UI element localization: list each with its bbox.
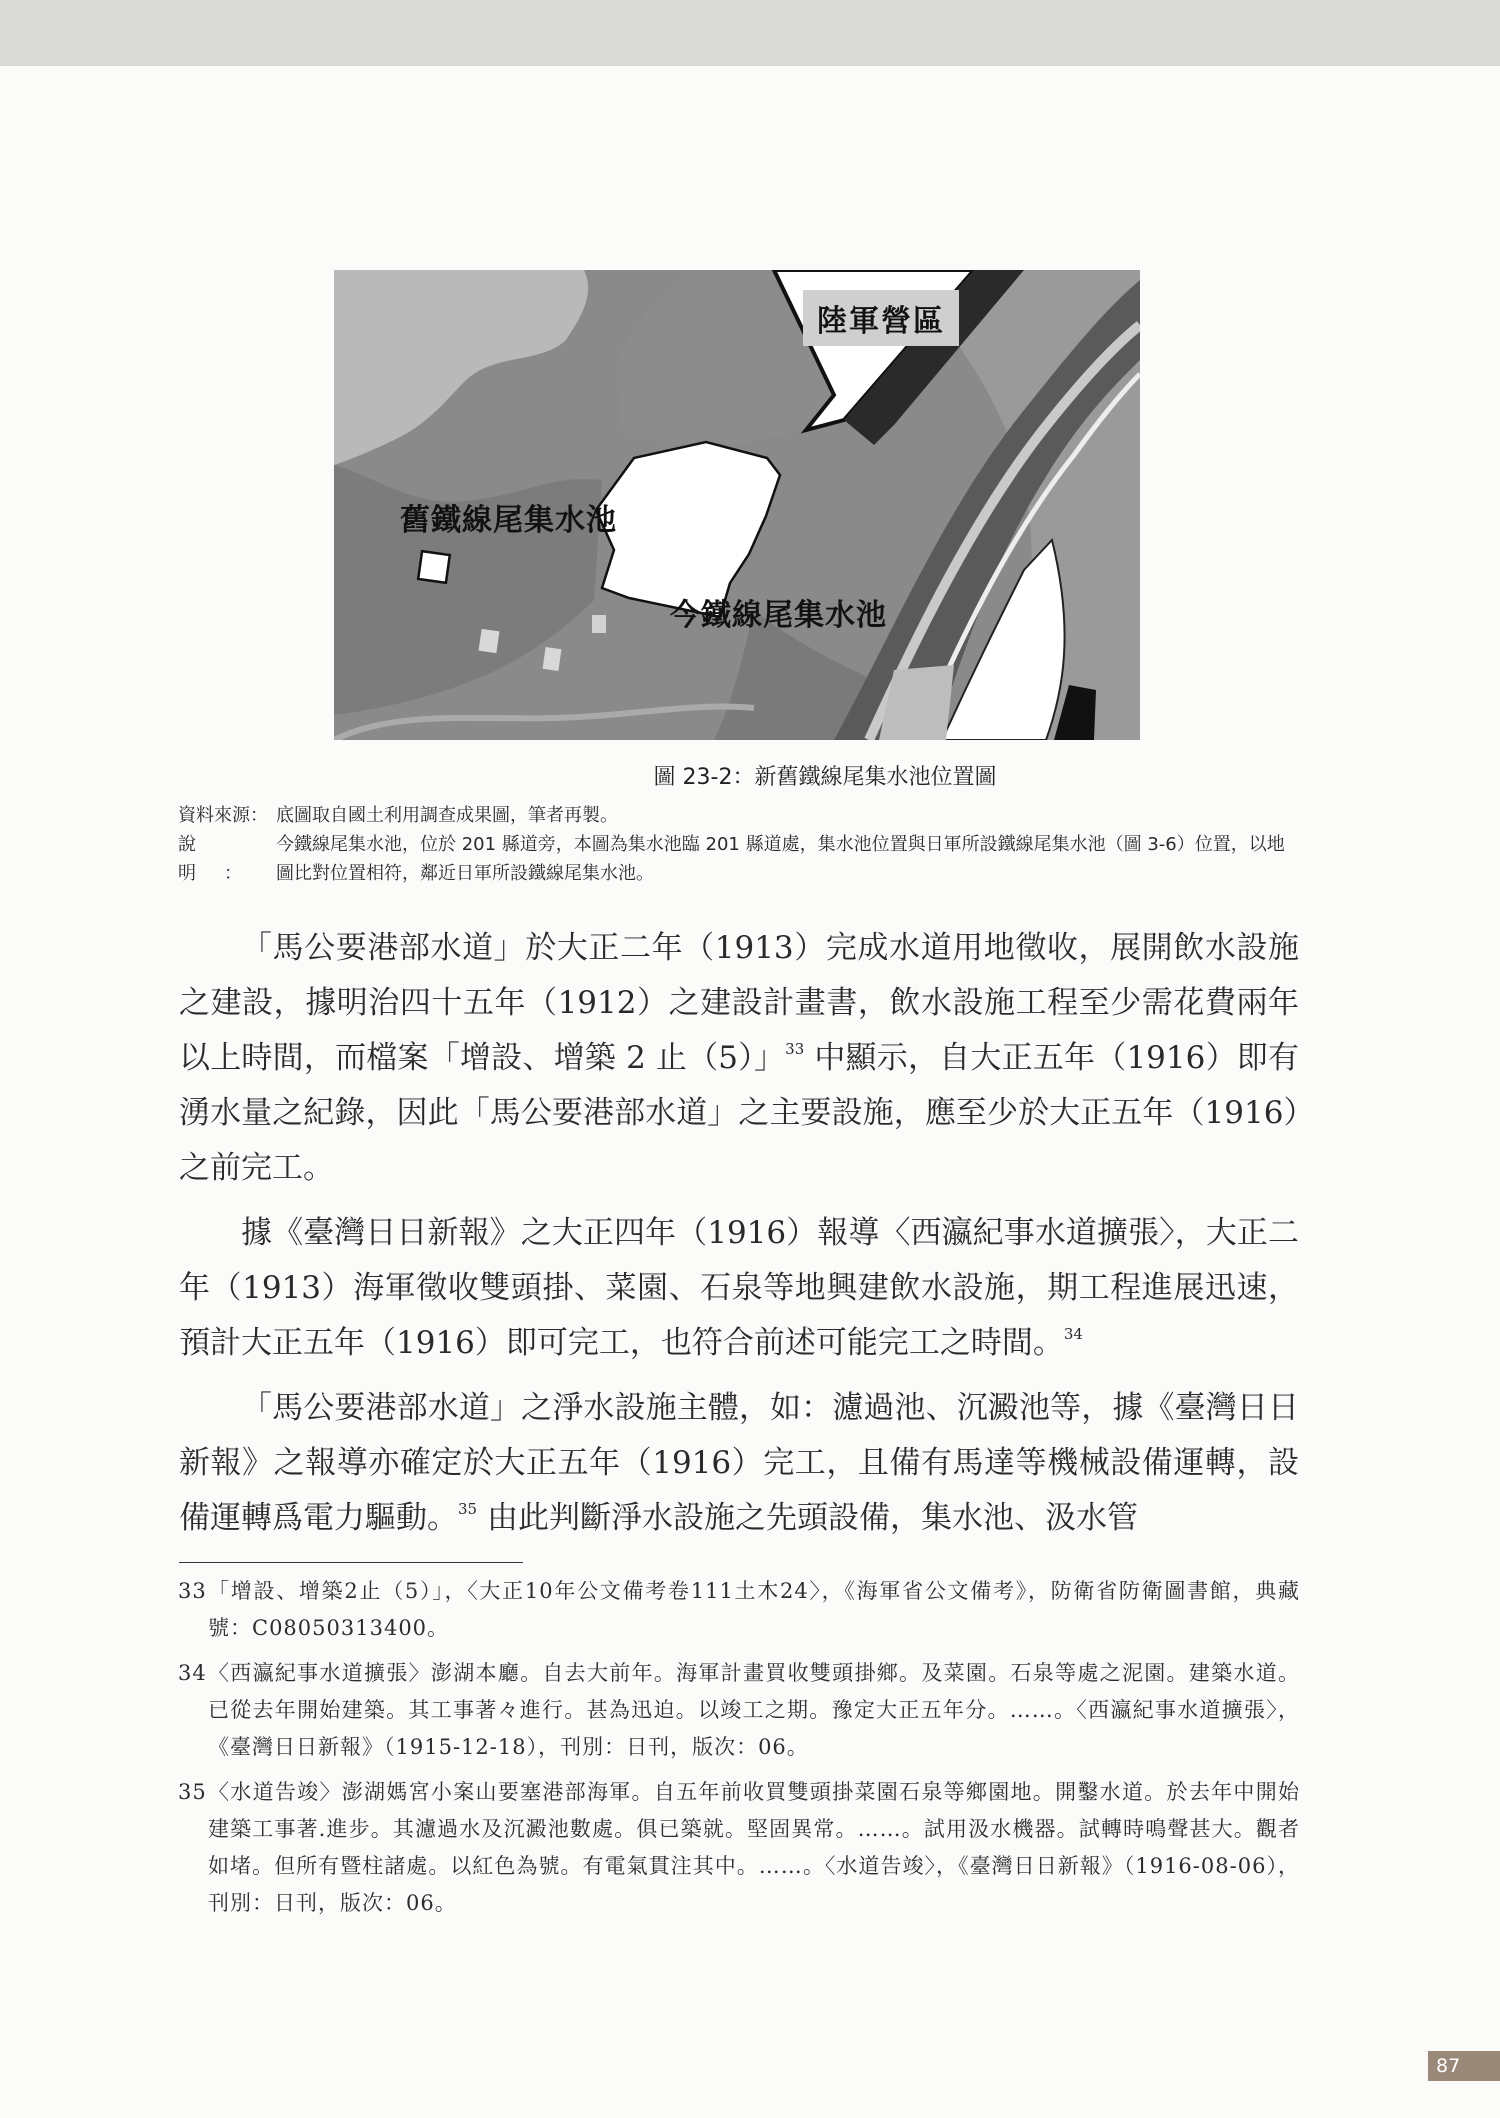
scan-top-band bbox=[0, 0, 1500, 66]
paragraph-1 bbox=[179, 921, 1299, 1196]
paragraph-1-part-a: 「馬公要港部水道」於大正二年（1913）完成水道用地徵收，展開飲水設施之建設，據明治四十五年（1912）之建設計畫書，飲水設施工程至少需花費兩年以上時間，而檔案「增設、增築 2 止（5）」 bbox=[179, 930, 1299, 1076]
note-row bbox=[178, 830, 1298, 888]
location-map bbox=[334, 270, 1140, 740]
figure-caption bbox=[0, 760, 1500, 791]
footnote-ref-35: 35 bbox=[458, 1500, 478, 1518]
page-number: 87 bbox=[1428, 2051, 1500, 2081]
map-label-old-pool: 舊鐵線尾集水池 bbox=[400, 503, 617, 538]
paragraph-2 bbox=[179, 1206, 1299, 1371]
footnote-ref-33: 33 bbox=[785, 1040, 805, 1058]
note-text: 今鐵線尾集水池，位於 201 縣道旁，本圖為集水池臨 201 縣道處，集水池位置與日軍所設鐵線尾集水池（圖 3-6）位置，以地圖比對位置相符，鄰近日軍所設鐵線尾集水池。 bbox=[276, 834, 1285, 884]
paragraph-1-part-b: 中顯示，自大正五年（1916）即有湧水量之紀錄，因此「馬公要港部水道」之主要設施，應至少於大正五年（1916）之前完工。 bbox=[179, 1040, 1299, 1186]
footnote-divider bbox=[179, 1562, 523, 1563]
footnote-text: 〈水道告竣〉澎湖媽宮小案山要塞港部海軍。自五年前收買雙頭掛菜園石泉等鄉園地。開鑿水道。於去年中開始建築工事著.進步。其濾過水及沉澱池數處。俱已築就。堅固異常。……。試用汲水機器。試轉時鳴聲甚大。觀者如堵。但所有暨柱諸處。以紅色為號。有電氣貫注其中。……。〈水道告竣〉，《臺灣日日新報》（1916-08-06），刊別：日刊，版次：06。 bbox=[208, 1780, 1300, 1915]
note-label: 說明： bbox=[178, 834, 270, 884]
footnote-number: 34 bbox=[178, 1661, 207, 1685]
source-row bbox=[178, 801, 1298, 830]
body-text bbox=[179, 921, 1299, 1556]
paragraph-3-part-a: 「馬公要港部水道」之淨水設施主體，如：濾過池、沉澱池等，據《臺灣日日新報》之報導亦確定於大正五年（1916）完工，且備有馬達等機械設備運轉，設備運轉爲電力驅動。 bbox=[179, 1390, 1299, 1536]
footnote-number: 35 bbox=[178, 1780, 207, 1804]
footnote-text: 〈西瀛紀事水道擴張〉澎湖本廳。自去大前年。海軍計畫買收雙頭掛鄉。及菜園。石泉等處之泥園。建築水道。已從去年開始建築。其工事著々進行。甚為迅迫。以竣工之期。豫定大正五年分。……。〈西瀛紀事水道擴張〉，《臺灣日日新報》（1915-12-18），刊別：日刊，版次：06。 bbox=[208, 1661, 1300, 1759]
footnote-number: 33 bbox=[178, 1579, 207, 1603]
footnote-ref-34: 34 bbox=[1063, 1325, 1083, 1343]
paragraph-3-part-b: 由此判斷淨水設施之先頭設備，集水池、汲水管 bbox=[477, 1500, 1138, 1536]
footnotes bbox=[178, 1573, 1300, 1930]
paragraph-3 bbox=[179, 1381, 1299, 1546]
figure-caption-text: 圖 23-2：新舊鐵線尾集水池位置圖 bbox=[653, 765, 997, 790]
footnote-text: 「增設、增築2止（5）」，〈大正10年公文備考卷111土木24〉，《海軍省公文備考》，防衛省防衛圖書館，典藏號：C08050313400。 bbox=[208, 1579, 1300, 1640]
source-label: 資料來源： bbox=[178, 805, 268, 826]
paragraph-2-text: 據《臺灣日日新報》之大正四年（1916）報導〈西瀛紀事水道擴張〉，大正二年（1913）海軍徵收雙頭掛、菜園、石泉等地興建飲水設施，期工程進展迅速，預計大正五年（1916）即可完工，也符合前述可能完工之時間。 bbox=[179, 1215, 1299, 1361]
figure-notes bbox=[178, 801, 1298, 888]
map-label-army-camp: 陸軍營區 bbox=[803, 290, 959, 346]
source-text: 底圖取自國土利用調查成果圖，筆者再製。 bbox=[276, 805, 618, 826]
footnote-34 bbox=[178, 1655, 1300, 1766]
map-label-new-pool: 今鐵線尾集水池 bbox=[670, 598, 887, 633]
footnote-35 bbox=[178, 1774, 1300, 1922]
footnote-33 bbox=[178, 1573, 1300, 1647]
